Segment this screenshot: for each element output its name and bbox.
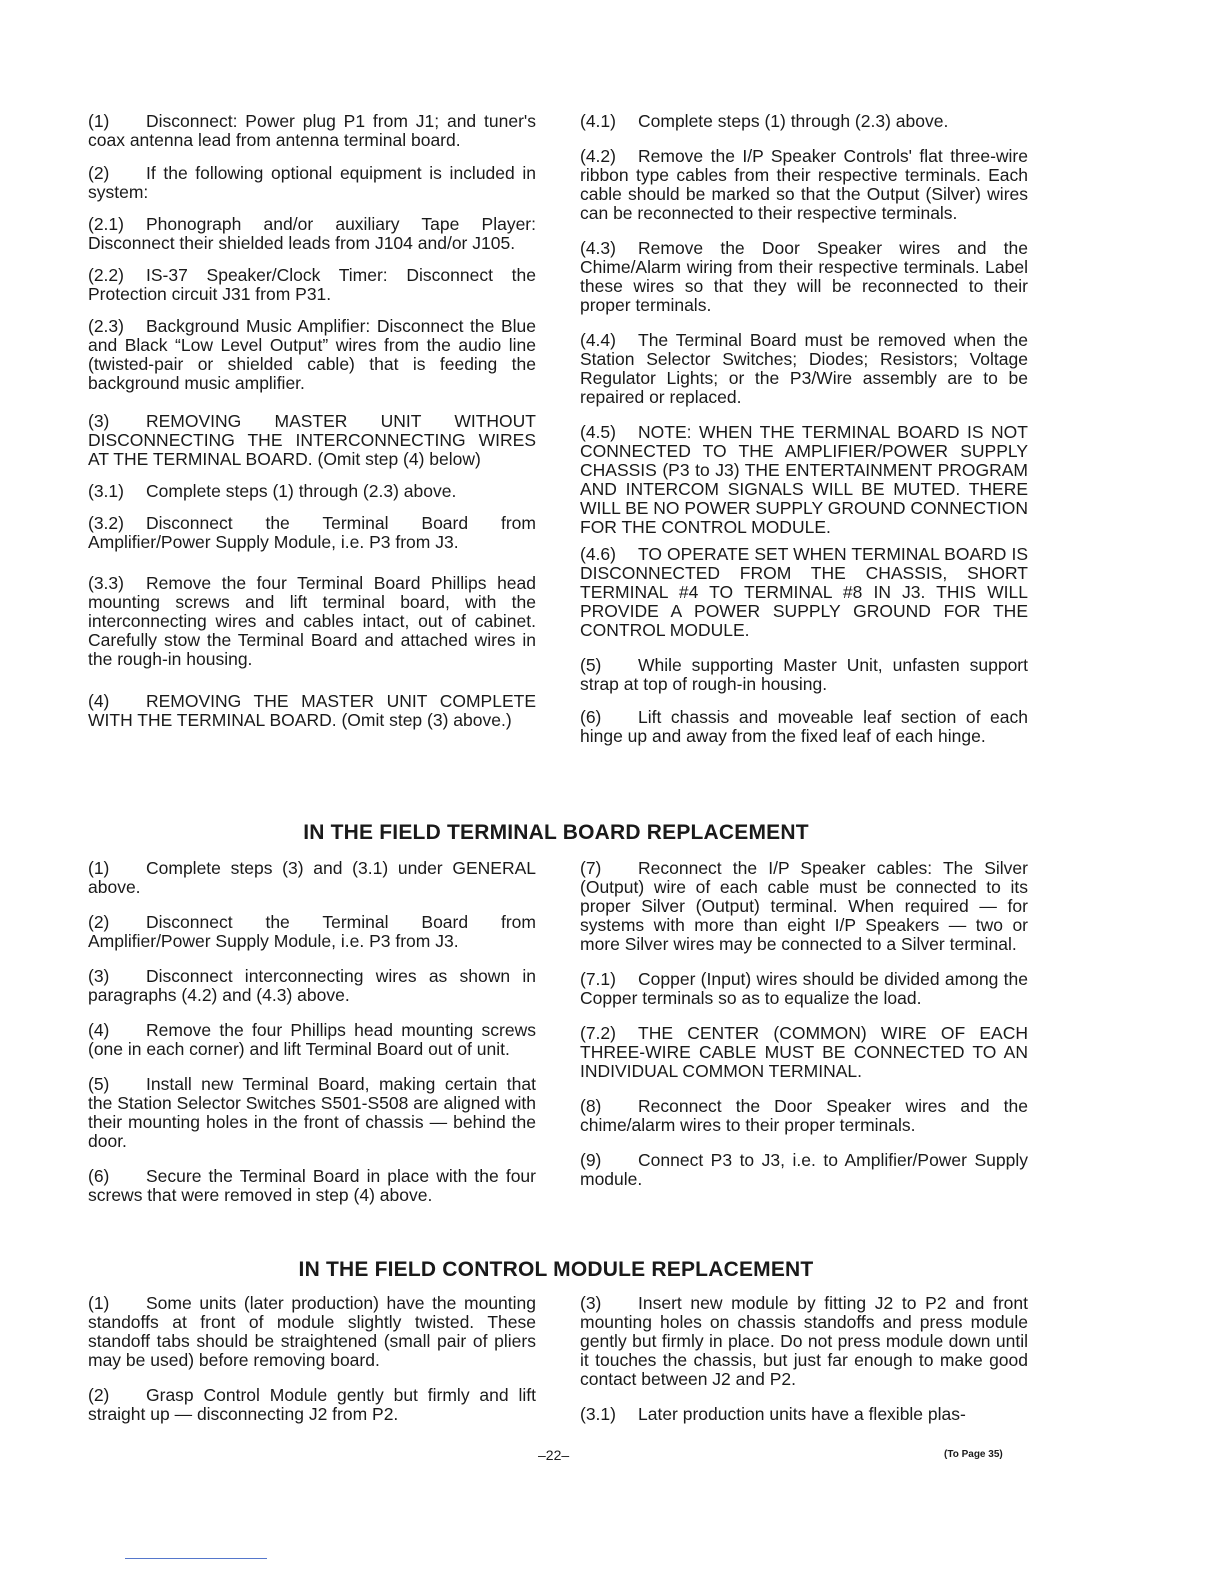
paragraph: (7.2) THE CENTER (COMMON) WIRE OF EACH THREE-WIRE CABLE MUST BE CONNECTED TO AN INDIVIDUAL COMMON TERMINAL. bbox=[580, 1023, 1028, 1081]
section2-left-column bbox=[88, 859, 536, 1205]
paragraph: (4.6) TO OPERATE SET WHEN TERMINAL BOARD IS DISCONNECTED FROM THE CHASSIS, SHORT TERMINAL #4 TO TERMINAL #8 IN J3. THIS WILL PROVIDE A POWER SUPPLY GROUND FOR THE CONTROL MODULE. bbox=[580, 544, 1028, 640]
paragraph: (2.2) IS-37 Speaker/Clock Timer: Disconnect the Protection circuit J31 from P31. bbox=[88, 265, 536, 304]
paragraph: (1) Some units (later production) have the mounting standoffs at front of module slightly twisted. These standoff tabs should be straightened (small pair of pliers may be used) before removing board. bbox=[88, 1293, 536, 1370]
paragraph: (3.1) Complete steps (1) through (2.3) above. bbox=[88, 481, 457, 501]
paragraph: (5) While supporting Master Unit, unfasten support strap at top of rough-in housing. bbox=[580, 655, 1028, 694]
paragraph: (5) Install new Terminal Board, making certain that the Station Selector Switches S501-S508 are aligned with their mounting holes in the front of chassis — behind the door. bbox=[88, 1074, 536, 1151]
footer-rule bbox=[125, 1558, 267, 1559]
paragraph: (8) Reconnect the Door Speaker wires and the chime/alarm wires to their proper terminals. bbox=[580, 1096, 1028, 1135]
section3-left-column bbox=[88, 1294, 536, 1424]
paragraph: (4.2) Remove the I/P Speaker Controls' flat three-wire ribbon type cables from their respective terminals. Each cable should be marked so that the Output (Silver) wires can be reconnected to their respective terminals. bbox=[580, 146, 1028, 223]
paragraph: (4) REMOVING THE MASTER UNIT COMPLETE WITH THE TERMINAL BOARD. (Omit step (3) above.) bbox=[88, 691, 536, 730]
section1-right-column bbox=[580, 112, 1028, 746]
paragraph: (3.1) Later production units have a flexible plas- bbox=[580, 1404, 966, 1424]
paragraph: (4.5) NOTE: WHEN THE TERMINAL BOARD IS NOT CONNECTED TO THE AMPLIFIER/POWER SUPPLY CHASSIS (P3 to J3) THE ENTERTAINMENT PROGRAM AND INTERCOM SIGNALS WILL BE MUTED. THERE WILL BE NO POWER SUPPLY GROUND CONNECTION FOR THE CONTROL MODULE. bbox=[580, 422, 1028, 537]
paragraph: (4.3) Remove the Door Speaker wires and the Chime/Alarm wiring from their respective terminals. Label these wires so that they will be reconnected to their proper terminals. bbox=[580, 238, 1028, 315]
paragraph: (2) Disconnect the Terminal Board from Amplifier/Power Supply Module, i.e. P3 from J3. bbox=[88, 912, 536, 951]
paragraph: (6) Secure the Terminal Board in place with the four screws that were removed in step (4) above. bbox=[88, 1166, 536, 1205]
section-heading-terminal-board: IN THE FIELD TERMINAL BOARD REPLACEMENT bbox=[303, 821, 809, 844]
continued-note: (To Page 35) bbox=[944, 1449, 1003, 1460]
paragraph: (2.3) Background Music Amplifier: Disconnect the Blue and Black “Low Level Output” wires from the audio line (twisted-pair or shielded cable) that is feeding the background music amplifier. bbox=[88, 316, 536, 393]
paragraph: (4.1) Complete steps (1) through (2.3) above. bbox=[580, 111, 949, 131]
paragraph: (3.3) Remove the four Terminal Board Phillips head mounting screws and lift terminal board, with the interconnecting wires and cables intact, out of cabinet. Carefully stow the Terminal Board and attached wires in the rough-in housing. bbox=[88, 573, 536, 669]
paragraph: (6) Lift chassis and moveable leaf section of each hinge up and away from the fixed leaf of each hinge. bbox=[580, 707, 1028, 746]
paragraph: (3) REMOVING MASTER UNIT WITHOUT DISCONNECTING THE INTERCONNECTING WIRES AT THE TERMINAL BOARD. (Omit step (4) below) bbox=[88, 411, 536, 469]
section1-left-column bbox=[88, 112, 536, 730]
paragraph: (3.2) Disconnect the Terminal Board from Amplifier/Power Supply Module, i.e. P3 from J3. bbox=[88, 513, 536, 552]
paragraph: (4.4) The Terminal Board must be removed when the Station Selector Switches; Diodes; Resistors; Voltage Regulator Lights; or the P3/Wire assembly are to be repaired or replaced. bbox=[580, 330, 1028, 407]
paragraph: (9) Connect P3 to J3, i.e. to Amplifier/Power Supply module. bbox=[580, 1150, 1028, 1189]
section-heading-control-module: IN THE FIELD CONTROL MODULE REPLACEMENT bbox=[298, 1258, 814, 1281]
paragraph: (3) Insert new module by fitting J2 to P2 and front mounting holes on chassis standoffs and press module gently but firmly in place. Do not press module down until it touches the chassis, but just far enough to make good contact between J2 and P2. bbox=[580, 1293, 1028, 1389]
paragraph: (1) Complete steps (3) and (3.1) under GENERAL above. bbox=[88, 858, 536, 897]
paragraph: (7) Reconnect the I/P Speaker cables: The Silver (Output) wire of each cable must be connected to its proper Silver (Output) terminal. When required — for systems with more than eight I/P Speakers — two or more Silver wires may be connected to a Silver terminal. bbox=[580, 858, 1028, 954]
paragraph: (1) Disconnect: Power plug P1 from J1; and tuner's coax antenna lead from antenna terminal board. bbox=[88, 111, 536, 150]
paragraph: (3) Disconnect interconnecting wires as shown in paragraphs (4.2) and (4.3) above. bbox=[88, 966, 536, 1005]
paragraph: (2) If the following optional equipment is included in system: bbox=[88, 163, 536, 202]
paragraph: (4) Remove the four Phillips head mounting screws (one in each corner) and lift Terminal Board out of unit. bbox=[88, 1020, 536, 1059]
page-number: –22– bbox=[538, 1447, 570, 1463]
section2-right-column bbox=[580, 859, 1028, 1189]
paragraph: (2) Grasp Control Module gently but firmly and lift straight up — disconnecting J2 from P2. bbox=[88, 1385, 536, 1424]
paragraph: (7.1) Copper (Input) wires should be divided among the Copper terminals so as to equalize the load. bbox=[580, 969, 1028, 1008]
section3-right-column bbox=[580, 1294, 1028, 1424]
paragraph: (2.1) Phonograph and/or auxiliary Tape Player: Disconnect their shielded leads from J104 and/or J105. bbox=[88, 214, 536, 253]
